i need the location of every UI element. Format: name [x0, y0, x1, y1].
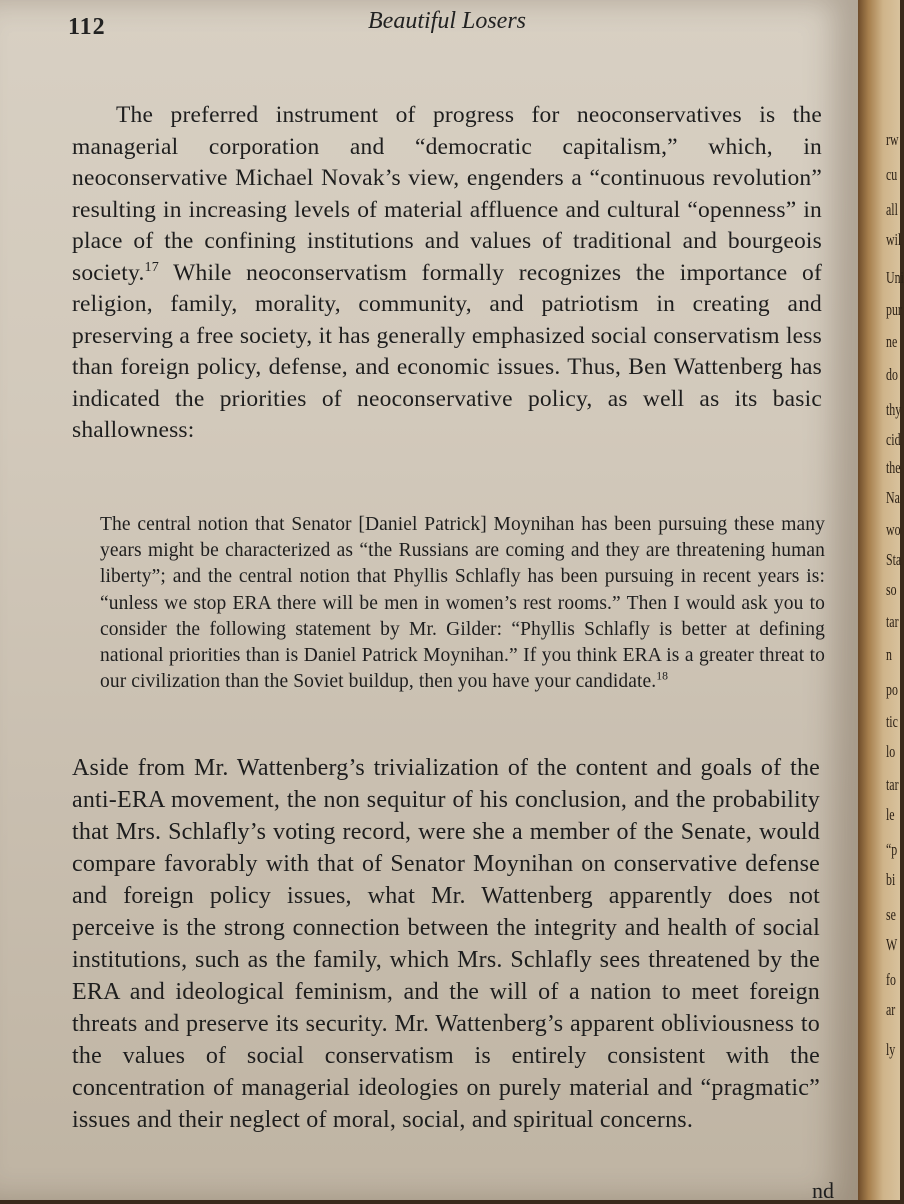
block-quote [100, 512, 825, 695]
footnote-ref-18[interactable]: 18 [656, 669, 669, 683]
facing-page-fragment: thy [886, 400, 902, 419]
paragraph-1-text-cont: While neoconservatism formally recognizes the importance of religion, family, morality, community, and patriotism in creating and preserving a free society, it has generally emphasized social conservatism less than foreign policy, defense, and economic issues. Thus, Ben Wattenberg has indicated the priorities of neoconservative policy, as well as its basic shallowness: [72, 259, 822, 443]
facing-page-fragment: ne [886, 332, 898, 351]
facing-page-fragment: tar [886, 775, 899, 794]
facing-page-fragment: Na [886, 488, 900, 507]
facing-page-fragment: Sta [886, 550, 902, 569]
facing-page-fragment: wo [886, 520, 901, 539]
body-paragraph-1 [72, 100, 822, 447]
next-line-fragment: nd [812, 1178, 834, 1203]
running-title: Beautiful Losers [368, 8, 527, 34]
facing-page-fragment: do [886, 365, 898, 384]
page-number: 112 [68, 14, 106, 40]
facing-page-fragment: fo [886, 970, 896, 989]
footnote-ref-17[interactable]: 17 [144, 258, 160, 275]
facing-page-fragment: le [886, 805, 895, 824]
facing-page-fragment: pur [886, 300, 902, 319]
facing-page-fragment: ar [886, 1000, 896, 1019]
facing-page-fragment: po [886, 680, 898, 699]
body-paragraph-2 [72, 752, 820, 1136]
facing-page-fragment: cid [886, 430, 901, 449]
facing-page-fragment: lo [886, 742, 896, 761]
facing-page-fragment: tic [886, 712, 898, 731]
facing-page-fragment: n [886, 645, 892, 664]
facing-page-fragment: Uni [886, 268, 904, 287]
facing-page-fragment: rw [886, 130, 899, 149]
facing-page-fragment: wil [886, 230, 902, 249]
facing-page-edge [858, 0, 904, 1200]
facing-page-fragment: all [886, 200, 898, 219]
facing-page-fragment: se [886, 905, 896, 924]
facing-page-fragment: “p [886, 840, 898, 859]
facing-page-fragment: cu [886, 165, 898, 184]
paragraph-2-text: Aside from Mr. Wattenberg’s trivialization of the content and goals of the anti-ERA movement, the non sequitur of his conclusion, and the probability that Mrs. Schlafly’s voting record, were she a member of the Senate, would compare favorably with that of Senator Moynihan on conservative defense and foreign policy issues, what Mr. Wattenberg apparently does not perceive is the strong connection between the integrity and health of social institutions, such as the family, which Mrs. Schlafly sees threatened by the ERA and ideological feminism, and the will of a nation to meet foreign threats and preserve its security. Mr. Wattenberg’s apparent obliviousness to the values of social conservatism is entirely consistent with the concentration of managerial ideologies on purely material and “pragmatic” issues and their neglect of moral, social, and spiritual concerns. [72, 755, 820, 1133]
facing-page-fragment: so [886, 580, 897, 599]
facing-page-fragment: tar [886, 612, 899, 631]
facing-page-fragment: ly [886, 1040, 896, 1059]
block-quote-text: The central notion that Senator [Daniel Patrick] Moynihan has been pursuing these many years might be characterized as “the Russians are coming and they are threatening human liberty”; and the central notion that Phyllis Schlafly has been pursuing in recent years is: “unless we stop ERA there will be men in women’s rest rooms.” Then I would ask you to consider the following statement by Mr. Gilder: “Phyllis Schlafly is better at defining national priorities than is Daniel Patrick Moynihan.” If you think ERA is a greater threat to our civilization than the Soviet buildup, then you have your candidate. [100, 514, 825, 693]
facing-page-fragment: bi [886, 870, 896, 889]
paragraph-1-text: The preferred instrument of progress for neoconservatives is the managerial corporation and “democratic capitalism,” which, in neoconservative Michael Novak’s view, engenders a “continuous revolution” resulting in increasing levels of material affluence and cultural “openness” in place of the confining institutions and values of traditional and bourgeois society. [72, 102, 822, 286]
facing-page-fragment: the [886, 458, 901, 477]
facing-page-fragment: W [886, 935, 898, 954]
